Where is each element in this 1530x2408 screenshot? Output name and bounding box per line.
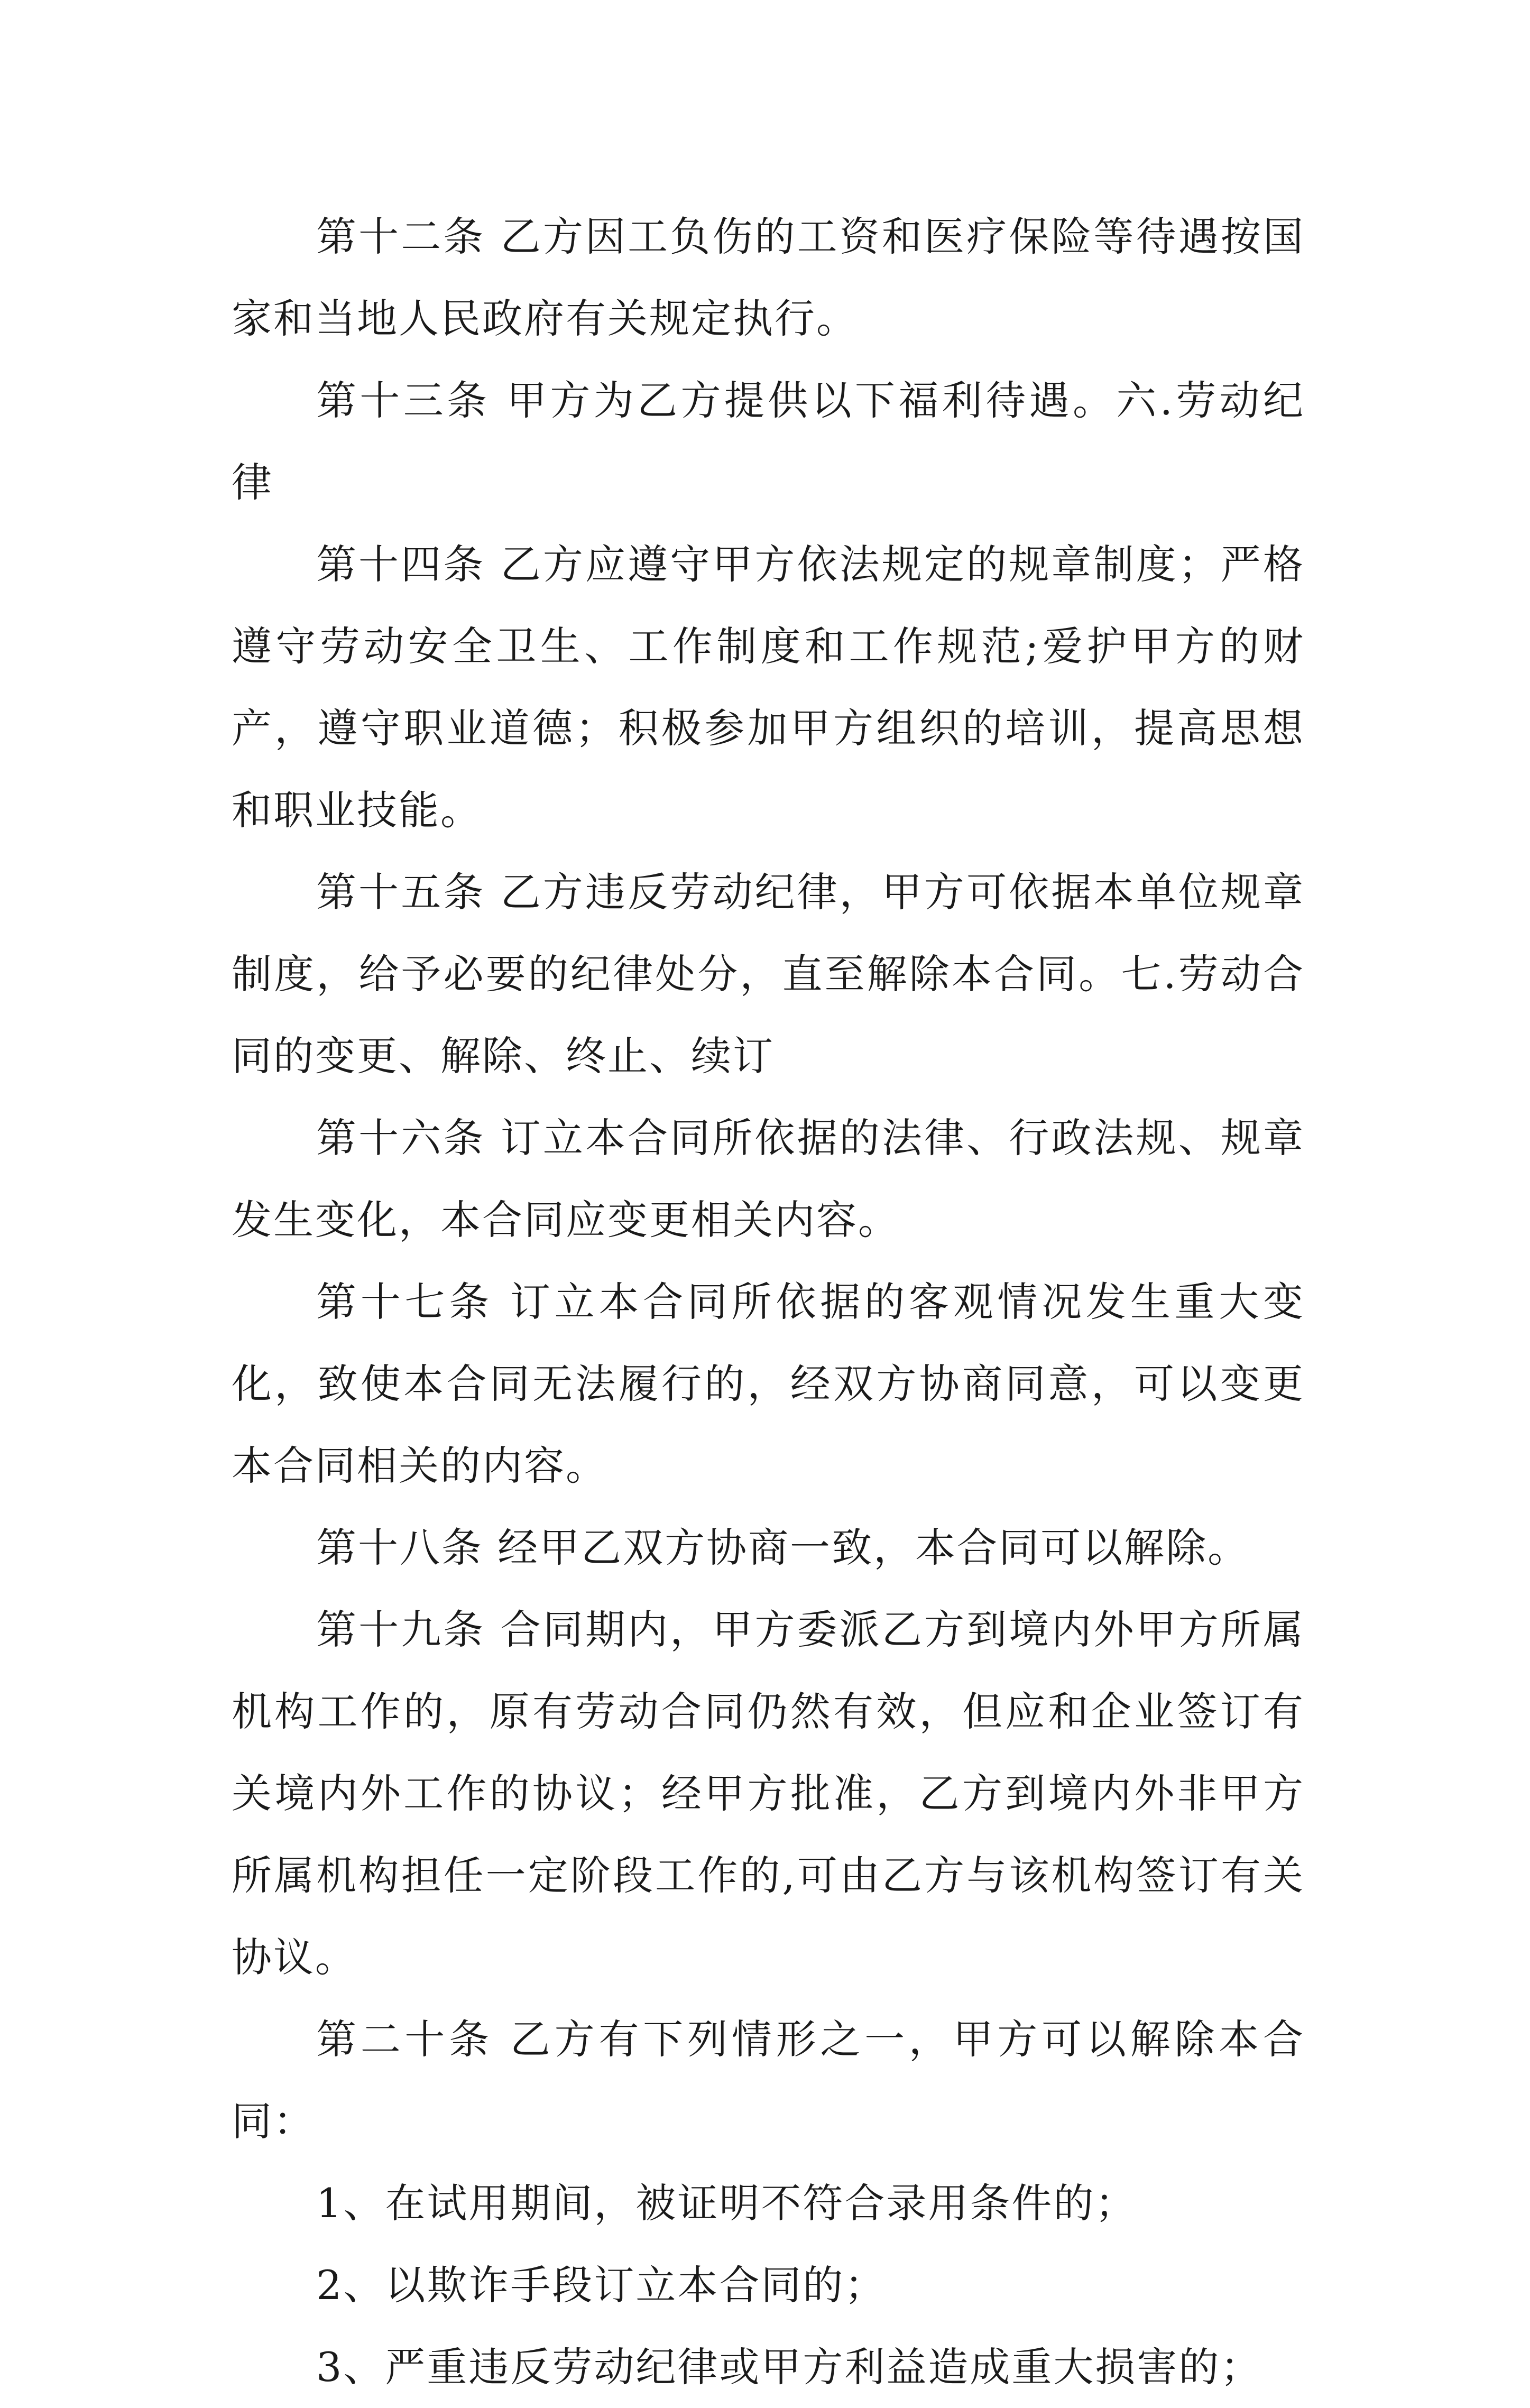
paragraph-article-16: 第十六条 订立本合同所依据的法律、行政法规、规章发生变化，本合同应变更相关内容。 — [232, 1114, 1305, 1243]
paragraph-article-15: 第十五条 乙方违反劳动纪律，甲方可依据本单位规章制度，给予必要的纪律处分，直至解除本合同。七.劳动合同的变更、解除、终止、续订 — [232, 869, 1305, 1080]
paragraph-article-19: 第十九条 合同期内，甲方委派乙方到境内外甲方所属机构工作的，原有劳动合同仍然有效，但应和企业签订有关境内外工作的协议；经甲方批准，乙方到境内外非甲方所属机构担任一定阶段工作的,可由乙方与该机构签订有关协议。 — [232, 1606, 1305, 1981]
paragraph-article-12: 第十二条 乙方因工负伤的工资和医疗保险等待遇按国家和当地人民政府有关规定执行。 — [232, 213, 1305, 342]
paragraph-article-18: 第十八条 经甲乙双方协商一致，本合同可以解除。 — [316, 1524, 1250, 1571]
paragraph-article-13: 第十三条 甲方为乙方提供以下福利待遇。六.劳动纪律 — [232, 377, 1305, 506]
list-item-2: 2、以欺诈手段订立本合同的； — [316, 2262, 887, 2309]
paragraph-article-14: 第十四条 乙方应遵守甲方依法规定的规章制度；严格遵守劳动安全卫生、工作制度和工作规范;爱护甲方的财产，遵守职业道德；积极参加甲方组织的培训，提高思想和职业技能。 — [232, 541, 1305, 834]
list-item-1: 1、在试用期间，被证明不符合录用条件的； — [316, 2180, 1137, 2227]
list-item-3: 3、严重违反劳动纪律或甲方利益造成重大损害的； — [316, 2344, 1262, 2391]
document-body — [232, 196, 1305, 2408]
paragraph-article-20: 第二十条 乙方有下列情形之一，甲方可以解除本合同： — [232, 2016, 1305, 2145]
paragraph-article-17: 第十七条 订立本合同所依据的客观情况发生重大变化，致使本合同无法履行的，经双方协商同意，可以变更本合同相关的内容。 — [232, 1278, 1305, 1489]
